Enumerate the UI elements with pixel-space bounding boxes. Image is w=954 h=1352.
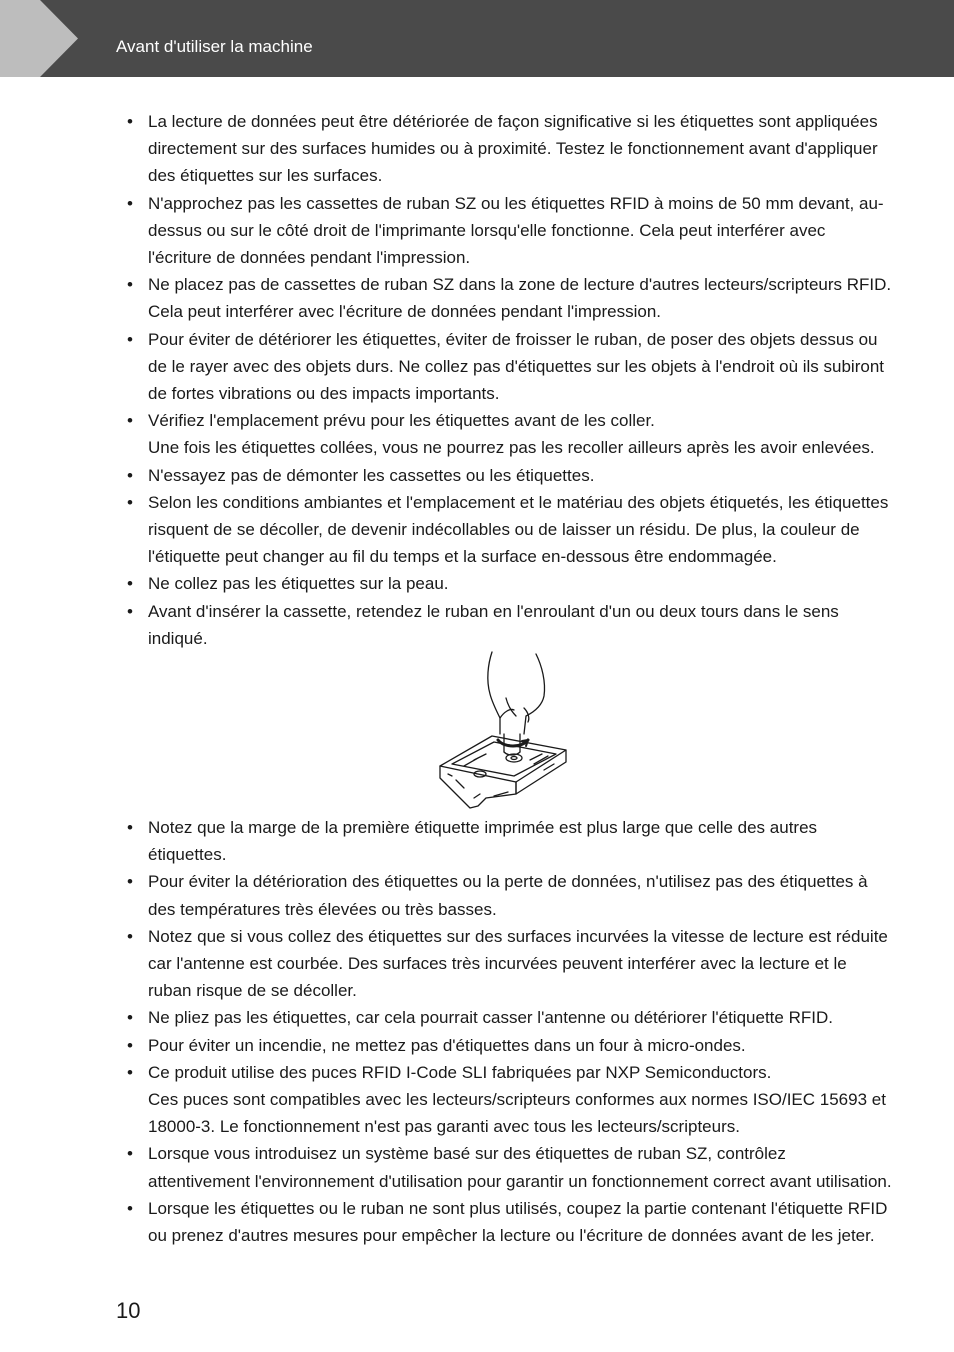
bullet-text: • La lecture de données peut être détériorée de façon significative si les étiquettes sont appliquées directement sur des surfaces humides ou à proximité. Testez le fonctionnement avant d'appliquer des étiquettes sur les surfaces. [148,112,878,186]
bullet-item [0,570,954,597]
bullet-item [0,1195,954,1249]
bullet-text: • Notez que la marge de la première étiquette imprimée est plus large que celle des autres étiquettes. [148,818,818,865]
bullet-text: Une fois les étiquettes collées, vous ne pourrez pas les recoller ailleurs après les avoir enlevées. [148,438,875,458]
bullet-text: • Ne placez pas de cassettes de ruban SZ dans la zone de lecture d'autres lecteurs/scripteurs RFID. Cela peut interférer avec l'écriture de données pendant l'impression. [148,275,892,322]
bullet-text: • Selon les conditions ambiantes et l'emplacement et le matériau des objets étiquetés, les étiquettes risquent de se décoller, de devenir indécollables ou de laisser un résidu. De plus, la couleur de l'étiquette peut changer au fil du temps et la surface en-dessous être endommagée. [148,492,889,567]
bullet-text: • Notez que si vous collez des étiquettes sur des surfaces incurvées la vitesse de lecture est réduite car l'antenne est courbée. Des surfaces très incurvées peuvent interférer avec la lecture et le ruban risque de se décoller. [148,926,888,1001]
bullet-text: • Lorsque les étiquettes ou le ruban ne sont plus utilisés, coupez la partie contenant l'étiquette RFID ou prenez d'autres mesures pour empêcher la lecture ou l'écriture de données avant de les jeter. [148,1198,888,1246]
bullet-item [0,462,954,489]
bullet-item [0,489,954,571]
bullet-text: • Pour éviter de détériorer les étiquettes, éviter de froisser le ruban, de poser des objets dessus ou de le rayer avec des objets durs. Ne collez pas d'étiquettes sur les objets à l'endroit où ils subiront de fortes vibrations ou des impacts importants. [148,329,884,404]
bullet-text: • Avant d'insérer la cassette, retendez le ruban en l'enroulant d'un ou deux tours dans le sens indiqué. [148,601,839,648]
bullet-text: • Ce produit utilise des puces RFID I-Code SLI fabriquées par NXP Semiconductors. [148,1062,772,1082]
bullet-item [0,598,954,652]
bullet-text: • Lorsque vous introduisez un système basé sur des étiquettes de ruban SZ, contrôlez attentivement l'environnement d'utilisation pour garantir un fonctionnement correct avant utilisation. [148,1144,892,1191]
bullet-item [0,271,954,325]
bullet-text: • Ne collez pas les étiquettes sur la peau. [148,574,449,594]
bullet-item [0,814,954,868]
header-tab-arrow [0,0,80,77]
bullet-item [0,1059,954,1141]
bullet-text: • Pour éviter la détérioration des étiquettes ou la perte de données, n'utilisez pas des étiquettes à des températures très élevées ou très basses. [148,872,868,919]
bullet-item [0,190,954,272]
bullet-item [0,923,954,1005]
bullet-item [0,326,954,408]
bullet-list-bottom [0,814,954,1249]
page-header [0,0,954,77]
bullet-item [0,1032,954,1059]
bullet-item [0,108,954,190]
bullet-text: • Pour éviter un incendie, ne mettez pas d'étiquettes dans un four à micro-ondes. [148,1035,746,1055]
bullet-item [0,1140,954,1194]
hand-winding-tape-cassette-illustration [434,648,574,812]
header-title: Avant d'utiliser la machine [116,37,313,56]
bullet-list-top [0,108,954,652]
bullet-text: Ces puces sont compatibles avec les lecteurs/scripteurs conformes aux normes ISO/IEC 15693 et 18000-3. Le fonctionnement n'est pas garanti avec tous les lecteurs/scripteurs. [148,1090,886,1137]
bullet-item [0,868,954,922]
bullet-text: • N'essayez pas de démonter les cassettes ou les étiquettes. [148,465,595,485]
bullet-item [0,407,954,461]
bullet-text: • N'approchez pas les cassettes de ruban SZ ou les étiquettes RFID à moins de 50 mm devant, au-dessus ou sur le côté droit de l'imprimante lorsqu'elle fonctionne. Cela peut interférer avec l'écriture de données pendant l'impression. [148,193,884,268]
bullet-text: • Vérifiez l'emplacement prévu pour les étiquettes avant de les coller. [148,411,655,431]
page-number: 10 [116,1298,141,1323]
bullet-text: • Ne pliez pas les étiquettes, car cela pourrait casser l'antenne ou détériorer l'étiquette RFID. [148,1008,833,1028]
bullet-item [0,1004,954,1031]
